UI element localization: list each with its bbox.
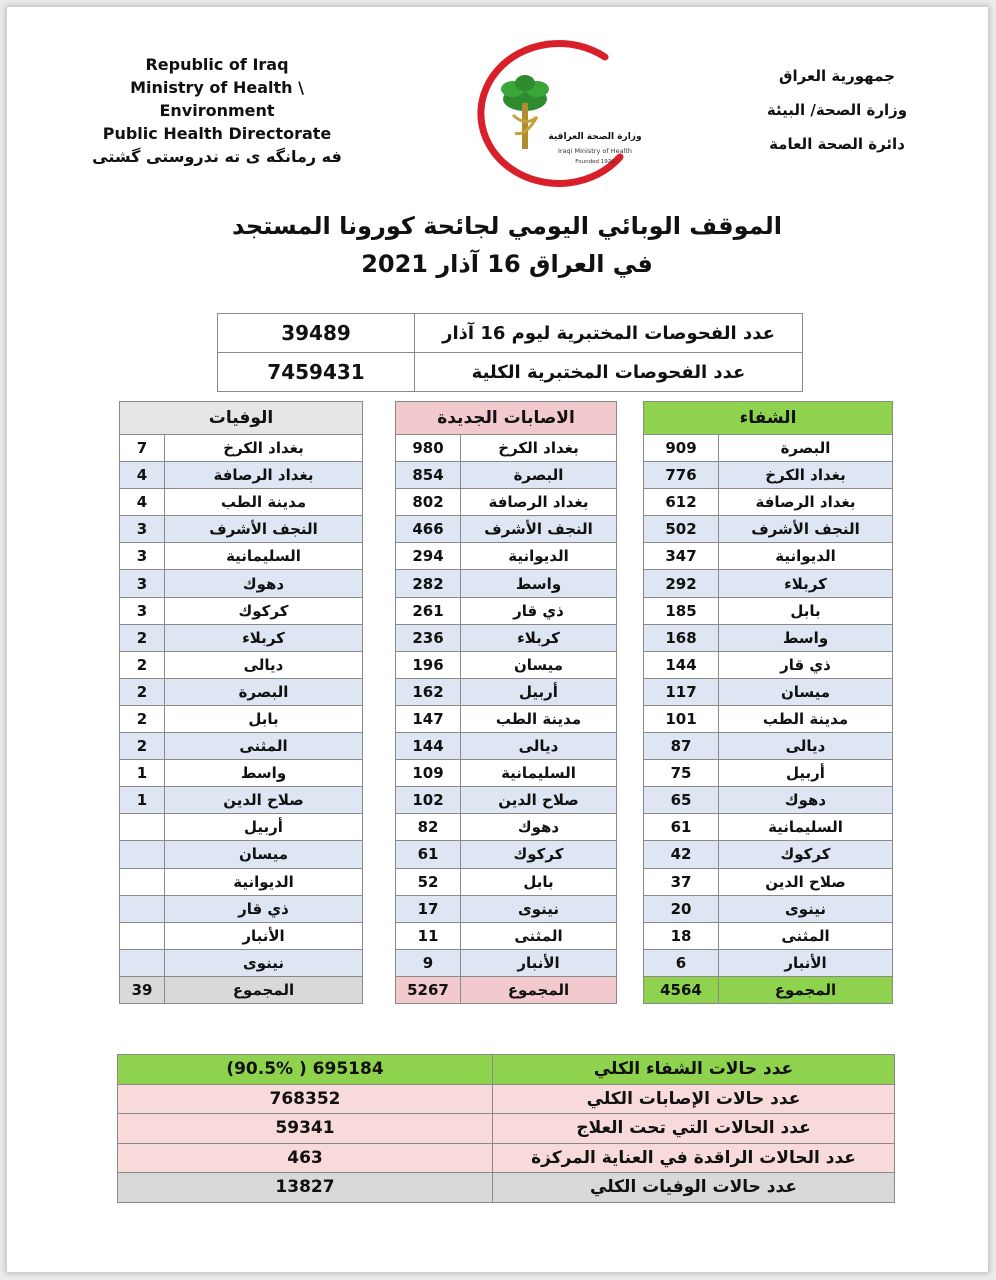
- column-header: الشفاء: [644, 402, 893, 435]
- header-english: [77, 53, 357, 168]
- row-value: 2: [120, 705, 165, 732]
- table-row: [120, 570, 363, 597]
- row-value: 2: [120, 733, 165, 760]
- table-row: [644, 624, 893, 651]
- summary-row: [118, 1173, 895, 1203]
- page-title: [207, 207, 807, 283]
- table-row: [120, 462, 363, 489]
- new-cases-table: [395, 401, 617, 1004]
- table-row: [396, 489, 617, 516]
- logo-founded-text: Founded 1920: [575, 159, 615, 165]
- governorate-name: النجف الأشرف: [165, 516, 363, 543]
- governorate-name: كركوك: [461, 841, 617, 868]
- row-value: [120, 949, 165, 976]
- row-value: 52: [396, 868, 461, 895]
- table-row: [396, 570, 617, 597]
- column-header-row: [396, 402, 617, 435]
- row-value: 236: [396, 624, 461, 651]
- summary-table: [117, 1054, 895, 1203]
- row-value: 75: [644, 760, 719, 787]
- summary-value: 13827: [118, 1173, 493, 1203]
- table-row: [644, 516, 893, 543]
- column-header-row: [120, 402, 363, 435]
- row-value: [120, 841, 165, 868]
- total-value: 39: [120, 976, 165, 1003]
- row-value: 909: [644, 435, 719, 462]
- header-en-line: Ministry of Health \ Environment: [130, 78, 304, 120]
- table-row: [120, 624, 363, 651]
- governorate-name: بغداد الكرخ: [461, 435, 617, 462]
- table-row: [396, 678, 617, 705]
- governorate-name: كركوك: [719, 841, 893, 868]
- table-row: [396, 841, 617, 868]
- table-row: [120, 814, 363, 841]
- table-row: [120, 787, 363, 814]
- governorate-name: مدينة الطب: [461, 705, 617, 732]
- row-value: 11: [396, 922, 461, 949]
- tests-label: عدد الفحوصات المختبرية ليوم 16 آذار: [415, 314, 803, 353]
- row-value: 109: [396, 760, 461, 787]
- summary-row: [118, 1143, 895, 1173]
- total-row: [396, 976, 617, 1003]
- table-row: [644, 678, 893, 705]
- deaths-table: [119, 401, 363, 1004]
- total-value: 4564: [644, 976, 719, 1003]
- table-row: [120, 705, 363, 732]
- row-value: 980: [396, 435, 461, 462]
- header-ar-line: دائرة الصحة العامة: [769, 135, 905, 153]
- governorate-name: البصرة: [719, 435, 893, 462]
- governorate-name: بغداد الرصافة: [165, 462, 363, 489]
- governorate-name: النجف الأشرف: [719, 516, 893, 543]
- recoveries-table: [643, 401, 893, 1004]
- row-value: 61: [644, 814, 719, 841]
- row-value: [120, 922, 165, 949]
- row-value: 466: [396, 516, 461, 543]
- row-value: 854: [396, 462, 461, 489]
- summary-label: عدد حالات الوفيات الكلي: [493, 1173, 895, 1203]
- table-row: [396, 760, 617, 787]
- row-value: 7: [120, 435, 165, 462]
- governorate-name: بابل: [461, 868, 617, 895]
- logo-arabic-text: وزارة الصحة العراقية: [548, 132, 642, 142]
- governorate-name: بغداد الرصافة: [461, 489, 617, 516]
- governorate-name: الديوانية: [461, 543, 617, 570]
- row-value: 3: [120, 597, 165, 624]
- row-value: 612: [644, 489, 719, 516]
- row-value: 102: [396, 787, 461, 814]
- row-value: 42: [644, 841, 719, 868]
- table-row: [120, 895, 363, 922]
- total-row: [644, 976, 893, 1003]
- governorate-name: نينوى: [461, 895, 617, 922]
- governorate-name: مدينة الطب: [719, 705, 893, 732]
- governorate-name: المثنى: [165, 733, 363, 760]
- table-row: [120, 651, 363, 678]
- table-row: [120, 489, 363, 516]
- bulletin-page: [6, 6, 989, 1273]
- table-row: [644, 462, 893, 489]
- governorate-name: الأنبار: [719, 949, 893, 976]
- row-value: 502: [644, 516, 719, 543]
- row-value: 4: [120, 489, 165, 516]
- table-row: [644, 895, 893, 922]
- row-value: 3: [120, 570, 165, 597]
- title-line: في العراق 16 آذار 2021: [361, 250, 653, 278]
- table-row: [396, 814, 617, 841]
- row-value: 292: [644, 570, 719, 597]
- table-row: [396, 733, 617, 760]
- row-value: 4: [120, 462, 165, 489]
- row-value: 9: [396, 949, 461, 976]
- row-value: 2: [120, 678, 165, 705]
- table-row: [120, 543, 363, 570]
- governorate-name: المثنى: [461, 922, 617, 949]
- summary-value: (90.5% ) 695184: [118, 1055, 493, 1085]
- governorate-name: الديوانية: [719, 543, 893, 570]
- row-value: 37: [644, 868, 719, 895]
- governorate-name: صلاح الدين: [461, 787, 617, 814]
- governorate-name: ديالى: [461, 733, 617, 760]
- summary-label: عدد الحالات الراقدة في العناية المركزة: [493, 1143, 895, 1173]
- row-value: 162: [396, 678, 461, 705]
- table-row: [396, 435, 617, 462]
- ministry-logo: [455, 37, 645, 197]
- governorate-name: ميسان: [165, 841, 363, 868]
- table-row: [644, 435, 893, 462]
- row-value: 185: [644, 597, 719, 624]
- summary-row: [118, 1055, 895, 1085]
- row-value: 1: [120, 787, 165, 814]
- governorate-name: بابل: [165, 705, 363, 732]
- summary-value: 768352: [118, 1084, 493, 1114]
- table-row: [120, 678, 363, 705]
- table-row: [120, 516, 363, 543]
- governorate-name: صلاح الدين: [719, 868, 893, 895]
- summary-label: عدد حالات الإصابات الكلي: [493, 1084, 895, 1114]
- row-value: 3: [120, 543, 165, 570]
- total-label: المجموع: [461, 976, 617, 1003]
- row-value: 87: [644, 733, 719, 760]
- summary-label: عدد حالات الشفاء الكلي: [493, 1055, 895, 1085]
- table-row: [644, 489, 893, 516]
- table-row: [644, 733, 893, 760]
- tests-value: 7459431: [218, 353, 415, 392]
- governorate-name: أربيل: [461, 678, 617, 705]
- governorate-name: دهوك: [165, 570, 363, 597]
- table-row: [644, 814, 893, 841]
- governorate-name: نينوى: [165, 949, 363, 976]
- row-value: 117: [644, 678, 719, 705]
- row-value: 294: [396, 543, 461, 570]
- governorate-name: دهوك: [461, 814, 617, 841]
- governorate-name: السليمانية: [719, 814, 893, 841]
- governorate-name: صلاح الدين: [165, 787, 363, 814]
- table-row: [644, 922, 893, 949]
- total-label: المجموع: [719, 976, 893, 1003]
- column-header: الاصابات الجديدة: [396, 402, 617, 435]
- palm-tree-icon: [501, 75, 549, 149]
- summary-value: 59341: [118, 1114, 493, 1144]
- table-row: [644, 787, 893, 814]
- table-row: [120, 597, 363, 624]
- table-row: [396, 949, 617, 976]
- row-value: 18: [644, 922, 719, 949]
- row-value: 776: [644, 462, 719, 489]
- table-row: [644, 949, 893, 976]
- title-line: الموقف الوبائي اليومي لجائحة كورونا المستجد: [232, 212, 782, 240]
- tests-table: [217, 313, 803, 392]
- governorate-name: أربيل: [165, 814, 363, 841]
- table-row: [396, 651, 617, 678]
- governorate-name: كربلاء: [461, 624, 617, 651]
- total-value: 5267: [396, 976, 461, 1003]
- table-row: [644, 760, 893, 787]
- governorate-name: مدينة الطب: [165, 489, 363, 516]
- table-row: [644, 597, 893, 624]
- header-en-line: Public Health Directorate: [102, 124, 332, 143]
- table-row: [120, 760, 363, 787]
- summary-label: عدد الحالات التي تحت العلاج: [493, 1114, 895, 1144]
- summary-value: 463: [118, 1143, 493, 1173]
- governorate-name: كربلاء: [165, 624, 363, 651]
- total-row: [120, 976, 363, 1003]
- table-row: [396, 705, 617, 732]
- table-row: [396, 543, 617, 570]
- tests-row: [218, 314, 803, 353]
- governorate-name: النجف الأشرف: [461, 516, 617, 543]
- total-label: المجموع: [165, 976, 363, 1003]
- summary-row: [118, 1114, 895, 1144]
- governorate-name: الأنبار: [461, 949, 617, 976]
- governorate-name: نينوى: [719, 895, 893, 922]
- governorate-name: الأنبار: [165, 922, 363, 949]
- table-row: [396, 922, 617, 949]
- table-row: [120, 841, 363, 868]
- governorate-name: بغداد الكرخ: [165, 435, 363, 462]
- logo-english-text: Iraqi Ministry of Health: [557, 147, 633, 155]
- row-value: 282: [396, 570, 461, 597]
- header-en-line: فه رمانگه ى ته ندروستى گشتى: [92, 147, 342, 166]
- governorate-name: ميسان: [461, 651, 617, 678]
- row-value: 261: [396, 597, 461, 624]
- row-value: 82: [396, 814, 461, 841]
- row-value: 101: [644, 705, 719, 732]
- governorate-name: أربيل: [719, 760, 893, 787]
- row-value: [120, 868, 165, 895]
- table-row: [396, 868, 617, 895]
- tests-value: 39489: [218, 314, 415, 353]
- table-row: [396, 624, 617, 651]
- header-en-line: Republic of Iraq: [145, 55, 289, 74]
- row-value: 3: [120, 516, 165, 543]
- header-ar-line: جمهورية العراق: [779, 67, 895, 85]
- table-row: [120, 435, 363, 462]
- row-value: 2: [120, 624, 165, 651]
- governorate-name: دهوك: [719, 787, 893, 814]
- governorate-name: السليمانية: [165, 543, 363, 570]
- row-value: 20: [644, 895, 719, 922]
- table-row: [396, 462, 617, 489]
- governorate-name: ديالى: [165, 651, 363, 678]
- header-arabic: [747, 59, 927, 161]
- table-row: [120, 949, 363, 976]
- table-row: [120, 733, 363, 760]
- governorate-name: الديوانية: [165, 868, 363, 895]
- governorate-name: البصرة: [461, 462, 617, 489]
- table-row: [396, 787, 617, 814]
- governorate-name: ذي قار: [165, 895, 363, 922]
- table-row: [396, 597, 617, 624]
- table-row: [644, 868, 893, 895]
- governorate-name: واسط: [165, 760, 363, 787]
- governorate-name: البصرة: [165, 678, 363, 705]
- row-value: 1: [120, 760, 165, 787]
- summary-row: [118, 1084, 895, 1114]
- table-row: [644, 543, 893, 570]
- governorate-name: كركوك: [165, 597, 363, 624]
- table-row: [644, 570, 893, 597]
- header-ar-line: وزارة الصحة/ البيئة: [766, 101, 908, 119]
- table-row: [644, 705, 893, 732]
- governorate-name: بغداد الرصافة: [719, 489, 893, 516]
- row-value: 65: [644, 787, 719, 814]
- column-header-row: [644, 402, 893, 435]
- row-value: 147: [396, 705, 461, 732]
- row-value: [120, 814, 165, 841]
- row-value: 196: [396, 651, 461, 678]
- row-value: 17: [396, 895, 461, 922]
- governorate-name: ميسان: [719, 678, 893, 705]
- table-row: [396, 516, 617, 543]
- governorate-name: ديالى: [719, 733, 893, 760]
- row-value: 347: [644, 543, 719, 570]
- row-value: 144: [644, 651, 719, 678]
- governorate-name: السليمانية: [461, 760, 617, 787]
- governorate-name: ذي قار: [461, 597, 617, 624]
- tests-row: [218, 353, 803, 392]
- row-value: 802: [396, 489, 461, 516]
- tests-label: عدد الفحوصات المختبرية الكلية: [415, 353, 803, 392]
- row-value: 168: [644, 624, 719, 651]
- governorate-name: واسط: [719, 624, 893, 651]
- table-row: [396, 895, 617, 922]
- table-row: [644, 841, 893, 868]
- governorate-name: بغداد الكرخ: [719, 462, 893, 489]
- governorate-name: واسط: [461, 570, 617, 597]
- row-value: [120, 895, 165, 922]
- row-value: 2: [120, 651, 165, 678]
- governorate-name: بابل: [719, 597, 893, 624]
- row-value: 61: [396, 841, 461, 868]
- row-value: 6: [644, 949, 719, 976]
- column-header: الوفيات: [120, 402, 363, 435]
- table-row: [644, 651, 893, 678]
- governorate-name: كربلاء: [719, 570, 893, 597]
- row-value: 144: [396, 733, 461, 760]
- table-row: [120, 868, 363, 895]
- governorate-name: ذي قار: [719, 651, 893, 678]
- table-row: [120, 922, 363, 949]
- governorate-name: المثنى: [719, 922, 893, 949]
